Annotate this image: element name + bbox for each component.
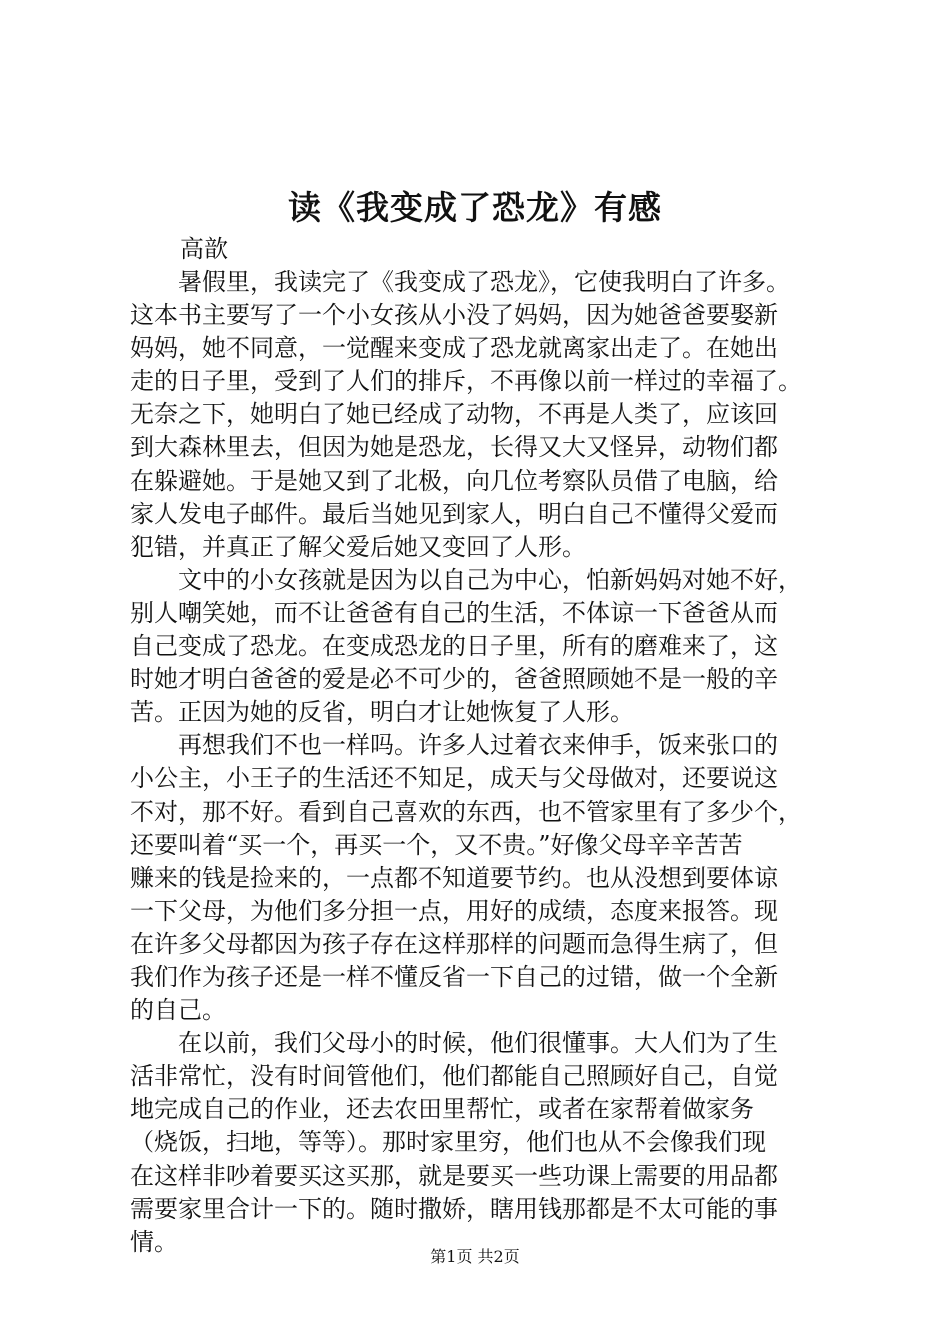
text-line: 到大森林里去，但因为她是恐龙，长得又大又怪异，动物们都 (130, 433, 778, 462)
text-line: 的自己。 (130, 996, 226, 1025)
text-line: 文中的小女孩就是因为以自己为中心，怕新妈妈对她不好， (130, 565, 802, 594)
text-line: 在躲避她。于是她又到了北极，向几位考察队员借了电脑，给 (130, 466, 778, 495)
text-line: 再想我们不也一样吗。许多人过着衣来伸手，饭来张口的 (130, 731, 778, 760)
text-line: 走的日子里，受到了人们的排斥，不再像以前一样过的幸福了。 (130, 367, 802, 396)
text-line: 这本书主要写了一个小女孩从小没了妈妈，因为她爸爸要娶新 (130, 301, 778, 330)
text-line: 活非常忙，没有时间管他们，他们都能自己照顾好自己，自觉 (130, 1062, 778, 1091)
text-line: 无奈之下，她明白了她已经成了动物，不再是人类了，应该回 (130, 400, 778, 429)
text-line: 犯错，并真正了解父爱后她又变回了人形。 (130, 532, 586, 561)
text-line: 我们作为孩子还是一样不懂反省一下自己的过错，做一个全新 (130, 962, 778, 991)
text-line: （烧饭，扫地，等等）。那时家里穷，他们也从不会像我们现 (130, 1128, 766, 1157)
text-line: 在这样非吵着要买这买那，就是要买一些功课上需要的用品都 (130, 1161, 778, 1190)
text-line: 苦。正因为她的反省，明白才让她恢复了人形。 (130, 698, 634, 727)
text-line: 暑假里，我读完了《我变成了恐龙》，它使我明白了许多。 (130, 268, 790, 296)
author-name: 高歆 (180, 235, 228, 263)
page-title: 读《我变成了恐龙》有感 (288, 188, 662, 227)
body-text (130, 266, 850, 1259)
text-line: 在许多父母都因为孩子存在这样那样的问题而急得生病了，但 (130, 929, 778, 958)
text-line: 不对，那不好。看到自己喜欢的东西，也不管家里有了多少个， (130, 797, 802, 826)
text-line: 赚来的钱是捡来的，一点都不知道要节约。也从没想到要体谅 (130, 863, 778, 892)
text-line: 情。 (130, 1227, 178, 1256)
text-line: 时她才明白爸爸的爱是必不可少的，爸爸照顾她不是一般的辛 (130, 665, 778, 694)
text-line: 妈妈，她不同意，一觉醒来变成了恐龙就离家出走了。在她出 (130, 334, 778, 363)
text-line: 自己变成了恐龙。在变成恐龙的日子里，所有的磨难来了，这 (130, 632, 778, 661)
text-line: 还要叫着“买一个，再买一个，又不贵。”好像父母辛辛苦苦 (130, 830, 743, 859)
text-line: 在以前，我们父母小的时候，他们很懂事。大人们为了生 (130, 1029, 778, 1058)
page-footer: 第1页 共2页 (430, 1247, 520, 1266)
text-line: 地完成自己的作业，还去农田里帮忙，或者在家帮着做家务 (130, 1095, 754, 1124)
text-line: 一下父母，为他们多分担一点，用好的成绩，态度来报答。现 (130, 896, 778, 925)
text-line: 家人发电子邮件。最后当她见到家人，明白自己不懂得父爱而 (130, 499, 778, 528)
text-line: 别人嘲笑她，而不让爸爸有自己的生活，不体谅一下爸爸从而 (130, 598, 778, 627)
text-line: 小公主，小王子的生活还不知足，成天与父母做对，还要说这 (130, 764, 778, 793)
text-line: 需要家里合计一下的。随时撒娇，瞎用钱那都是不太可能的事 (130, 1194, 778, 1223)
